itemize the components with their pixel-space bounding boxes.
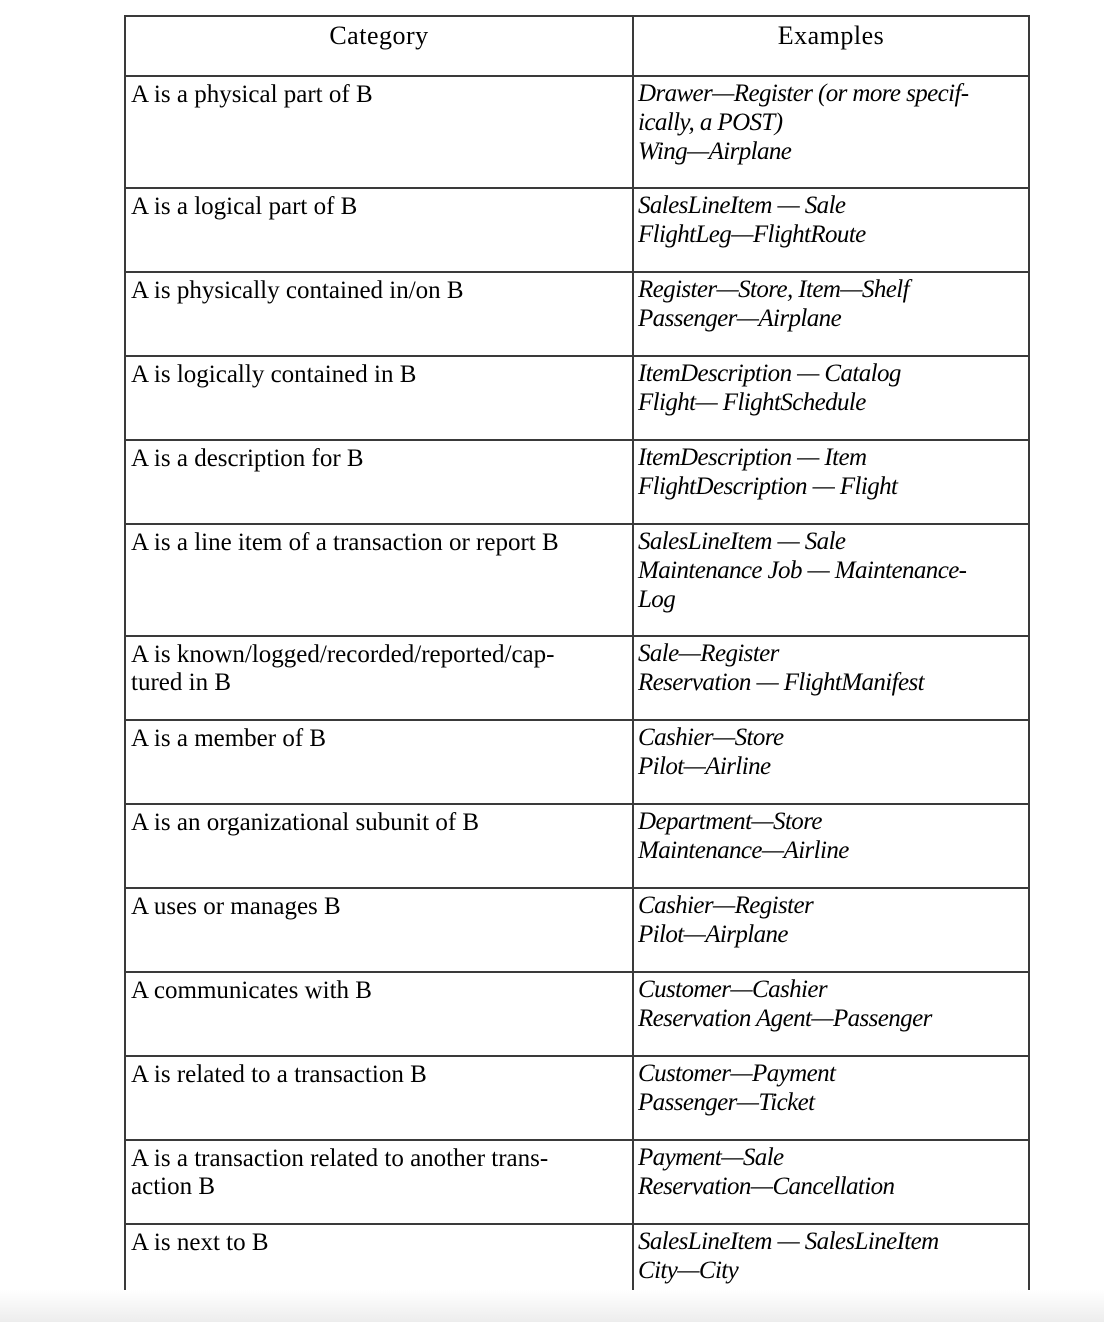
table-row [125,888,1029,972]
example-line: Reservation — FlightManifest [638,669,924,696]
page-bottom-shade [0,1290,1104,1322]
table-row [125,972,1029,1056]
table-row [125,356,1029,440]
example-line: SalesLineItem — Sale [638,192,846,219]
examples-cell [633,524,1029,636]
example-line: Customer—Payment [638,1060,836,1087]
example-line: Sale—Register [638,640,779,667]
table-row [125,272,1029,356]
example-line: FlightLeg—FlightRoute [638,221,866,248]
example-line: Reservation Agent—Passenger [638,1005,932,1032]
examples-cell [633,76,1029,188]
header-row [125,16,1029,76]
examples-cell [633,188,1029,272]
example-line: Cashier—Register [638,892,814,919]
example-line: Cashier—Store [638,724,784,751]
category-cell: A is a line item of a transaction or report B [125,524,633,636]
example-line: Department—Store [638,808,822,835]
table-row [125,524,1029,636]
examples-cell [633,720,1029,804]
table-row [125,76,1029,188]
examples-cell [633,804,1029,888]
category-cell: A is physically contained in/on B [125,272,633,356]
category-cell: A is a logical part of B [125,188,633,272]
example-line: Wing—Airplane [638,138,792,165]
example-line: Flight— FlightSchedule [638,389,866,416]
example-line: Maintenance Job — Maintenance- [638,557,967,584]
category-cell: A is next to B [125,1224,633,1310]
example-line: Pilot—Airline [638,753,771,780]
example-line: ically, a POST) [638,109,783,136]
example-line: City—City [638,1257,739,1284]
example-line: Customer—Cashier [638,976,828,1003]
example-line: SalesLineItem — SalesLineItem [638,1228,939,1255]
category-cell: A is a physical part of B [125,76,633,188]
header-category: Category [125,16,633,76]
category-cell [125,1140,633,1224]
table-row [125,1056,1029,1140]
association-categories-table [124,15,1030,1311]
example-line: SalesLineItem — Sale [638,528,846,555]
example-line: ItemDescription — Catalog [638,360,901,387]
table-row [125,1140,1029,1224]
example-line: Passenger—Airplane [638,305,842,332]
examples-cell [633,356,1029,440]
examples-cell [633,1056,1029,1140]
table-row [125,804,1029,888]
example-line: Passenger—Ticket [638,1089,815,1116]
table-row [125,440,1029,524]
examples-cell [633,272,1029,356]
category-line: A is known/logged/recorded/reported/cap- tured in B [131,641,555,696]
example-line: FlightDescription — Flight [638,473,898,500]
table-row [125,720,1029,804]
example-line: Log [638,586,676,613]
example-line: Pilot—Airplane [638,921,788,948]
example-line: Maintenance—Airline [638,837,849,864]
category-line: A is a transaction related to another trans- action B [131,1145,549,1200]
category-cell: A is a member of B [125,720,633,804]
example-line: ItemDescription — Item [638,444,867,471]
example-line: Payment—Sale [638,1144,784,1171]
category-cell: A is logically contained in B [125,356,633,440]
example-line: Reservation—Cancellation [638,1173,895,1200]
examples-cell [633,636,1029,720]
example-line: Register—Store, Item—Shelf [638,276,909,303]
header-examples: Examples [633,16,1029,76]
category-cell [125,636,633,720]
examples-cell [633,888,1029,972]
examples-cell [633,1140,1029,1224]
table-row [125,636,1029,720]
examples-cell [633,972,1029,1056]
category-cell: A is a description for B [125,440,633,524]
category-cell: A communicates with B [125,972,633,1056]
examples-cell [633,440,1029,524]
category-cell: A is an organizational subunit of B [125,804,633,888]
category-cell: A uses or manages B [125,888,633,972]
category-cell: A is related to a transaction B [125,1056,633,1140]
example-line: Drawer—Register (or more specif- [638,80,969,107]
table-row [125,188,1029,272]
